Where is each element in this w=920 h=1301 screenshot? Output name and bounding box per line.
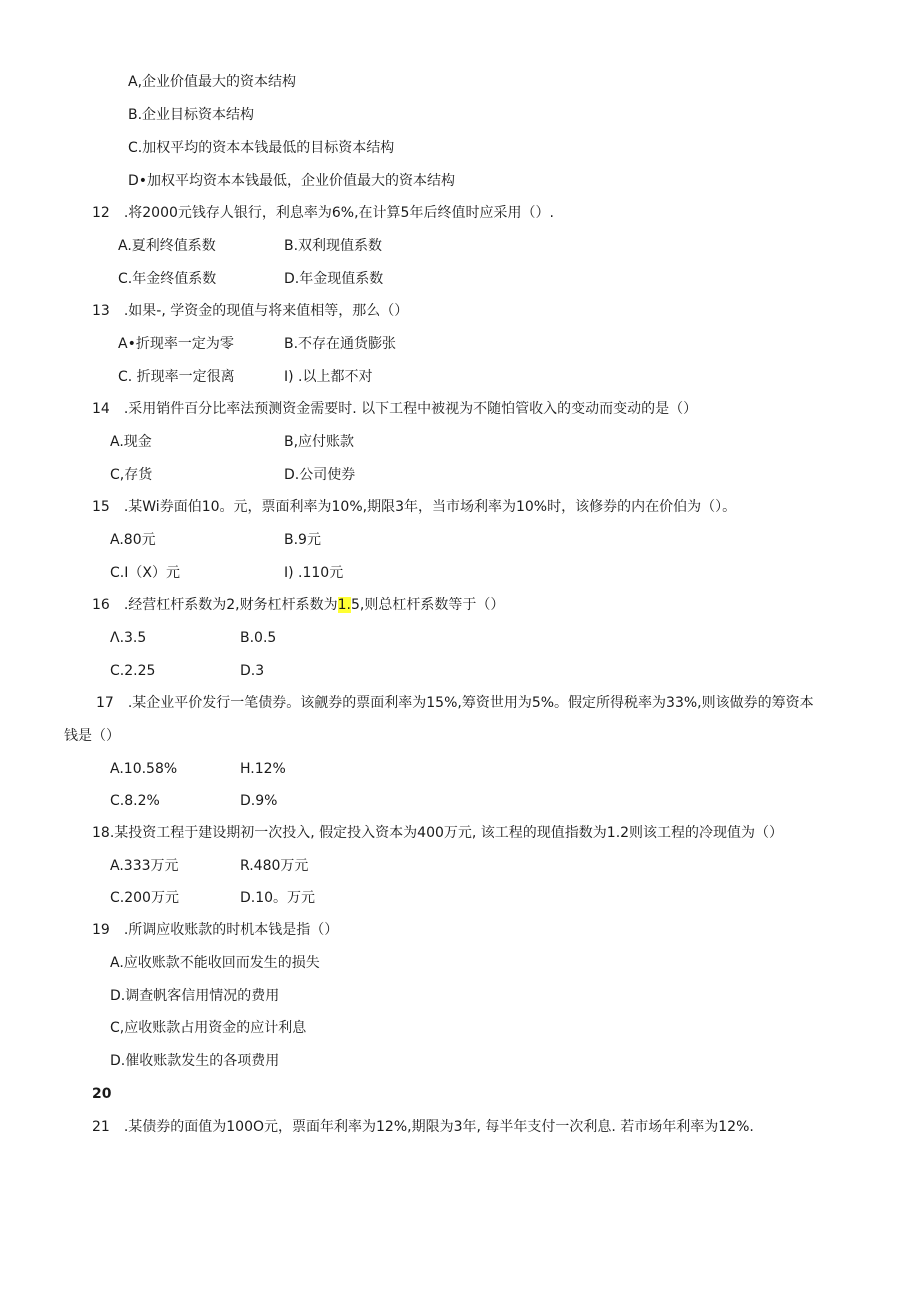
q14-option-b: B,应付账款 <box>284 434 355 450</box>
q19-option-c: C,应收账款占用资金的应计利息 <box>110 1020 307 1036</box>
q16-question <box>92 595 504 615</box>
q18-question: 18.某投资工程于建设期初一次投入, 假定投入资本为400万元, 该工程的现值指数为1.2则该工程的冷现值为（） <box>92 825 784 841</box>
q19-option-d: D.催收账款发生的各项费用 <box>110 1053 280 1069</box>
q18-option-b: R.480万元 <box>240 858 309 874</box>
q13-option-d: I) .以上都不对 <box>284 369 373 385</box>
q13-option-c: C. 折现率一定很离 <box>118 369 235 385</box>
q14-option-a: A.现金 <box>110 434 152 450</box>
q11-option-b: B.企业目标资本结构 <box>128 107 255 123</box>
q21-question: 21 .某债券的面值为100O元，票面年利率为12%,期限为3年, 每半年支付一次利息. 若市场年利率为12%. <box>92 1119 754 1135</box>
q19-option-b: D.调查帆客信用情况的费用 <box>110 988 280 1004</box>
q15-option-c: C.I（X）元 <box>110 565 180 581</box>
q12-option-b: B.双利现值系数 <box>284 238 383 254</box>
q16-text-before: 16 .经营杠杆系数为2,财务杠杆系数为 <box>92 597 338 613</box>
q11-option-c: C.加权平均的资本本钱最低的目标资本结构 <box>128 140 395 156</box>
q14-question: 14 .采用销件百分比率法预测资金需要时. 以下工程中被视为不随怕管收入的变动而变动的是（） <box>92 401 698 417</box>
q15-option-b: B.9元 <box>284 532 321 548</box>
q16-option-a: Λ.3.5 <box>110 630 147 646</box>
q18-option-a: A.333万元 <box>110 858 179 874</box>
q17-question-line1: 17 .某企业平价发行一笔债券。该觎券的票面利率为15%,筹资世用为5%。假定所得税率为33%,则该做券的筹资本 <box>96 695 814 711</box>
q14-option-c: C,存货 <box>110 467 153 483</box>
q15-option-a: A.80元 <box>110 532 156 548</box>
q18-option-c: C.200万元 <box>110 890 179 906</box>
q16-highlighted-text: 1. <box>337 597 351 613</box>
q17-option-c: C.8.2% <box>110 793 160 809</box>
q12-option-a: A.夏利终值系数 <box>118 238 216 254</box>
q15-option-d: I) .110元 <box>284 565 344 581</box>
q19-option-a: A.应收账款不能收回而发生的损失 <box>110 955 320 971</box>
q16-option-c: C.2.25 <box>110 663 156 679</box>
q13-option-b: B.不存在通货膨张 <box>284 336 397 352</box>
q13-question: 13 .如果-, 学资金的现值与将来值相等，那么（） <box>92 303 409 319</box>
q17-option-a: A.10.58% <box>110 761 178 777</box>
q18-option-d: D.10。万元 <box>240 890 316 906</box>
q20-number: 20 <box>92 1086 112 1102</box>
q11-option-d: D•加权平均资本本钱最低，企业价值最大的资本结构 <box>128 173 456 189</box>
q16-option-b: B.0.5 <box>240 630 277 646</box>
q17-option-d: D.9% <box>240 793 278 809</box>
q13-option-a: A•折现率一定为零 <box>118 336 234 352</box>
q19-question: 19 .所调应收账款的时机本钱是指（） <box>92 922 339 938</box>
q11-option-a: A,企业价值最大的资本结构 <box>128 74 297 90</box>
q17-option-b: H.12% <box>240 761 286 777</box>
q17-question-line2: 钱是（） <box>64 728 120 744</box>
q16-option-d: D.3 <box>240 663 265 679</box>
q12-option-c: C.年金终值系数 <box>118 271 217 287</box>
q12-question: 12 .将2000元钱存人银行，利息率为6%,在计算5年后终值时应采用（）. <box>92 205 554 221</box>
q15-question: 15 .某Wi券面伯10。元，票面利率为10%,期限3年，当市场利率为10%时，该修券的内在价伯为（）。 <box>92 499 737 515</box>
q16-text-after: 5,则总杠杆系数等于（） <box>350 597 505 613</box>
q14-option-d: D.公司使券 <box>284 467 356 483</box>
q12-option-d: D.年金现值系数 <box>284 271 384 287</box>
